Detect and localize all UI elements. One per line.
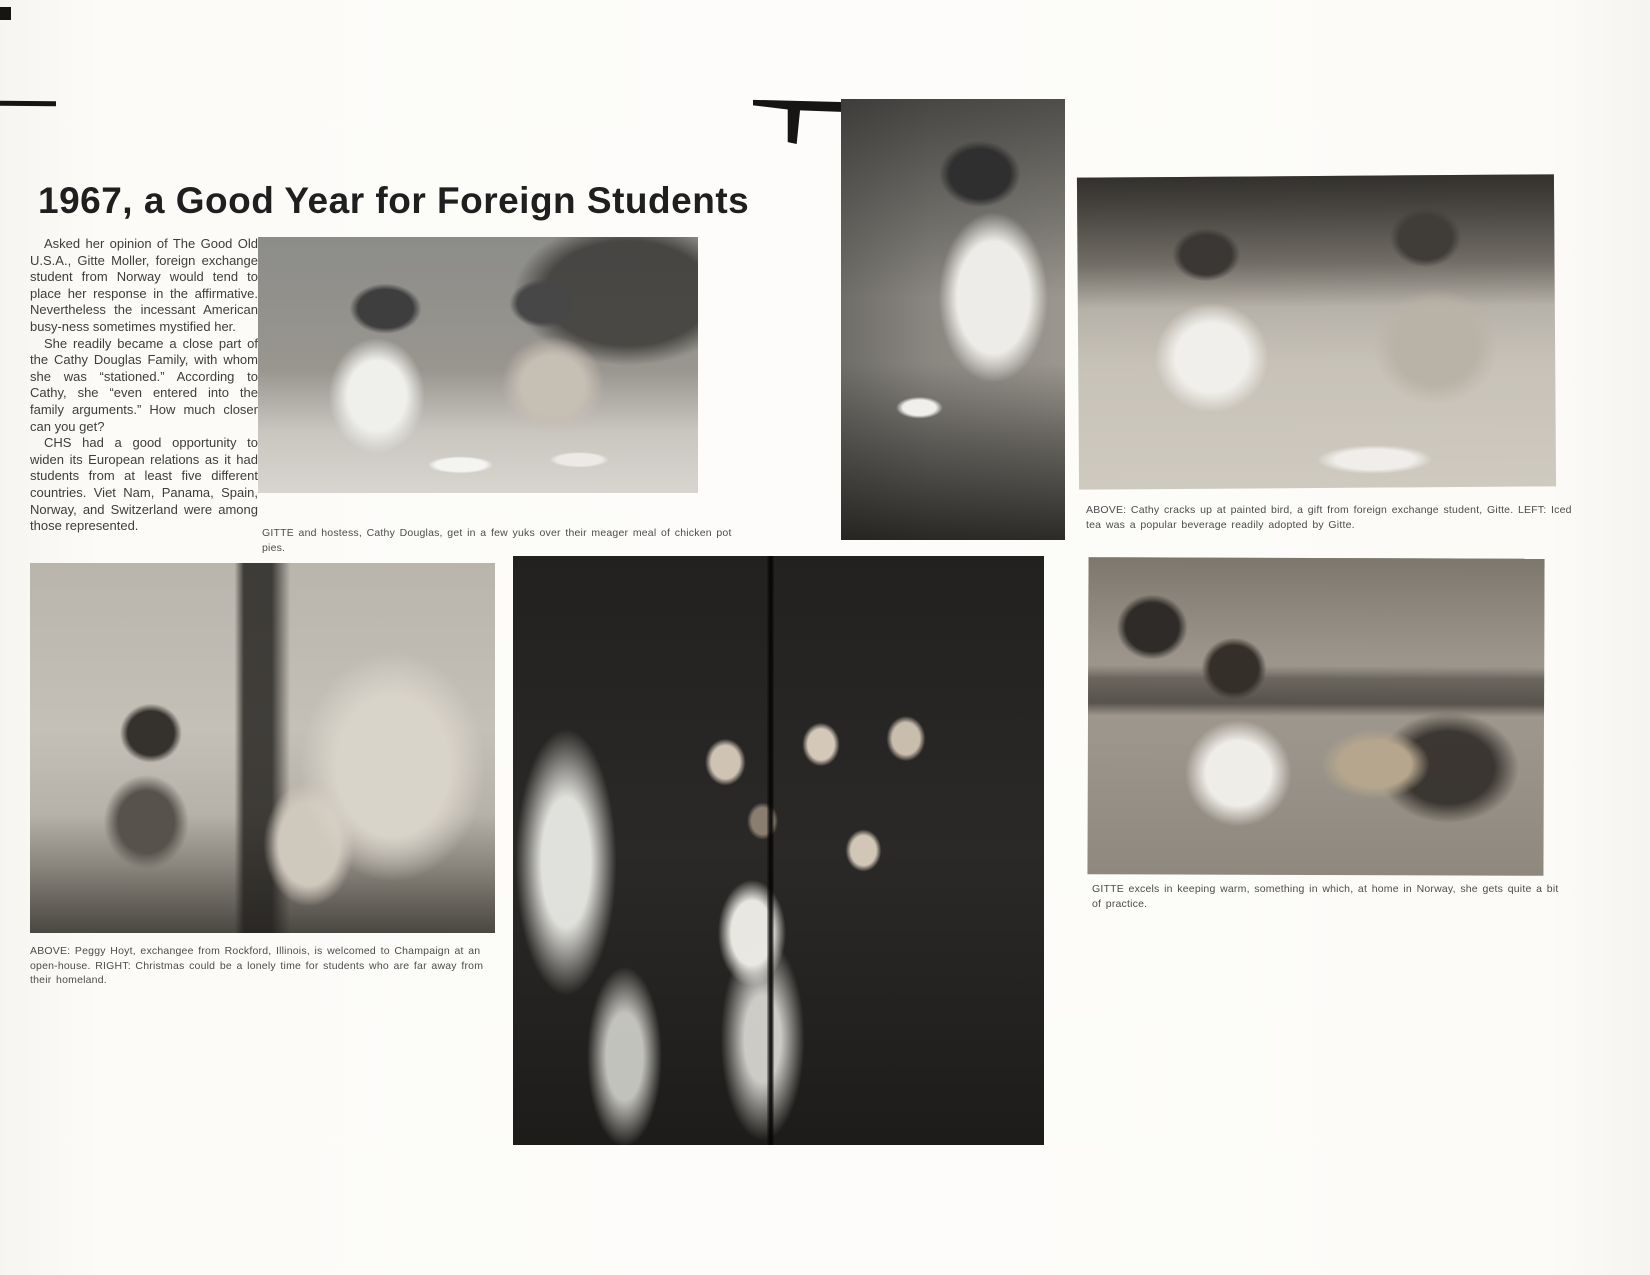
article-paragraph-3: CHS had a good opportunity to widen its European relations as it had students from at least five different countries. Viet Nam, Panama, Spain, Norway, and Switzerland were among those represented.: [30, 435, 258, 534]
article-paragraph-2: She readily became a close part of the Cathy Douglas Family, with whom she was “stationed.” According to Cathy, she “even entered into the family arguments.” How much closer can you get?: [30, 335, 258, 434]
article-text-column: [30, 236, 258, 535]
page-fold-line: [767, 556, 774, 1145]
caption-couch-laughing: ABOVE: Cathy cracks up at painted bird, a gift from foreign exchange student, Gitte. LEFT: Iced tea was a popular beverage readily adopted by Gitte.: [1086, 504, 1572, 531]
photo-open-house: [30, 563, 495, 933]
caption-open-house: ABOVE: Peggy Hoyt, exchangee from Rockford, Illinois, is welcomed to Champaign at an open-house. RIGHT: Christmas could be a lonely time for students who are far away from their homeland.: [30, 945, 484, 986]
photo-lunch-table: [258, 237, 698, 493]
article-paragraph-1: Asked her opinion of The Good Old U.S.A., Gitte Moller, foreign exchange student from Norway would tend to place her response in the affirmative. Nevertheless the incessant American busy-ness sometimes mystified her.: [30, 236, 258, 334]
page-title: 1967, a Good Year for Foreign Students: [38, 180, 750, 221]
scan-edge-mark-left: [0, 101, 56, 107]
photo-christmas-group: [513, 556, 1044, 1145]
caption-fireplace: GITTE excels in keeping warm, something in which, at home in Norway, she gets quite a bit of practice.: [1092, 883, 1559, 910]
scan-edge-mark-top: [0, 7, 11, 20]
photo-kitchen-counter: [841, 99, 1065, 540]
photo-fireplace: [1087, 557, 1544, 876]
photo-couch-laughing: [1077, 174, 1556, 489]
caption-lunch-table: GITTE and hostess, Cathy Douglas, get in a few yuks over their meager meal of chicken pot pies.: [262, 527, 732, 554]
